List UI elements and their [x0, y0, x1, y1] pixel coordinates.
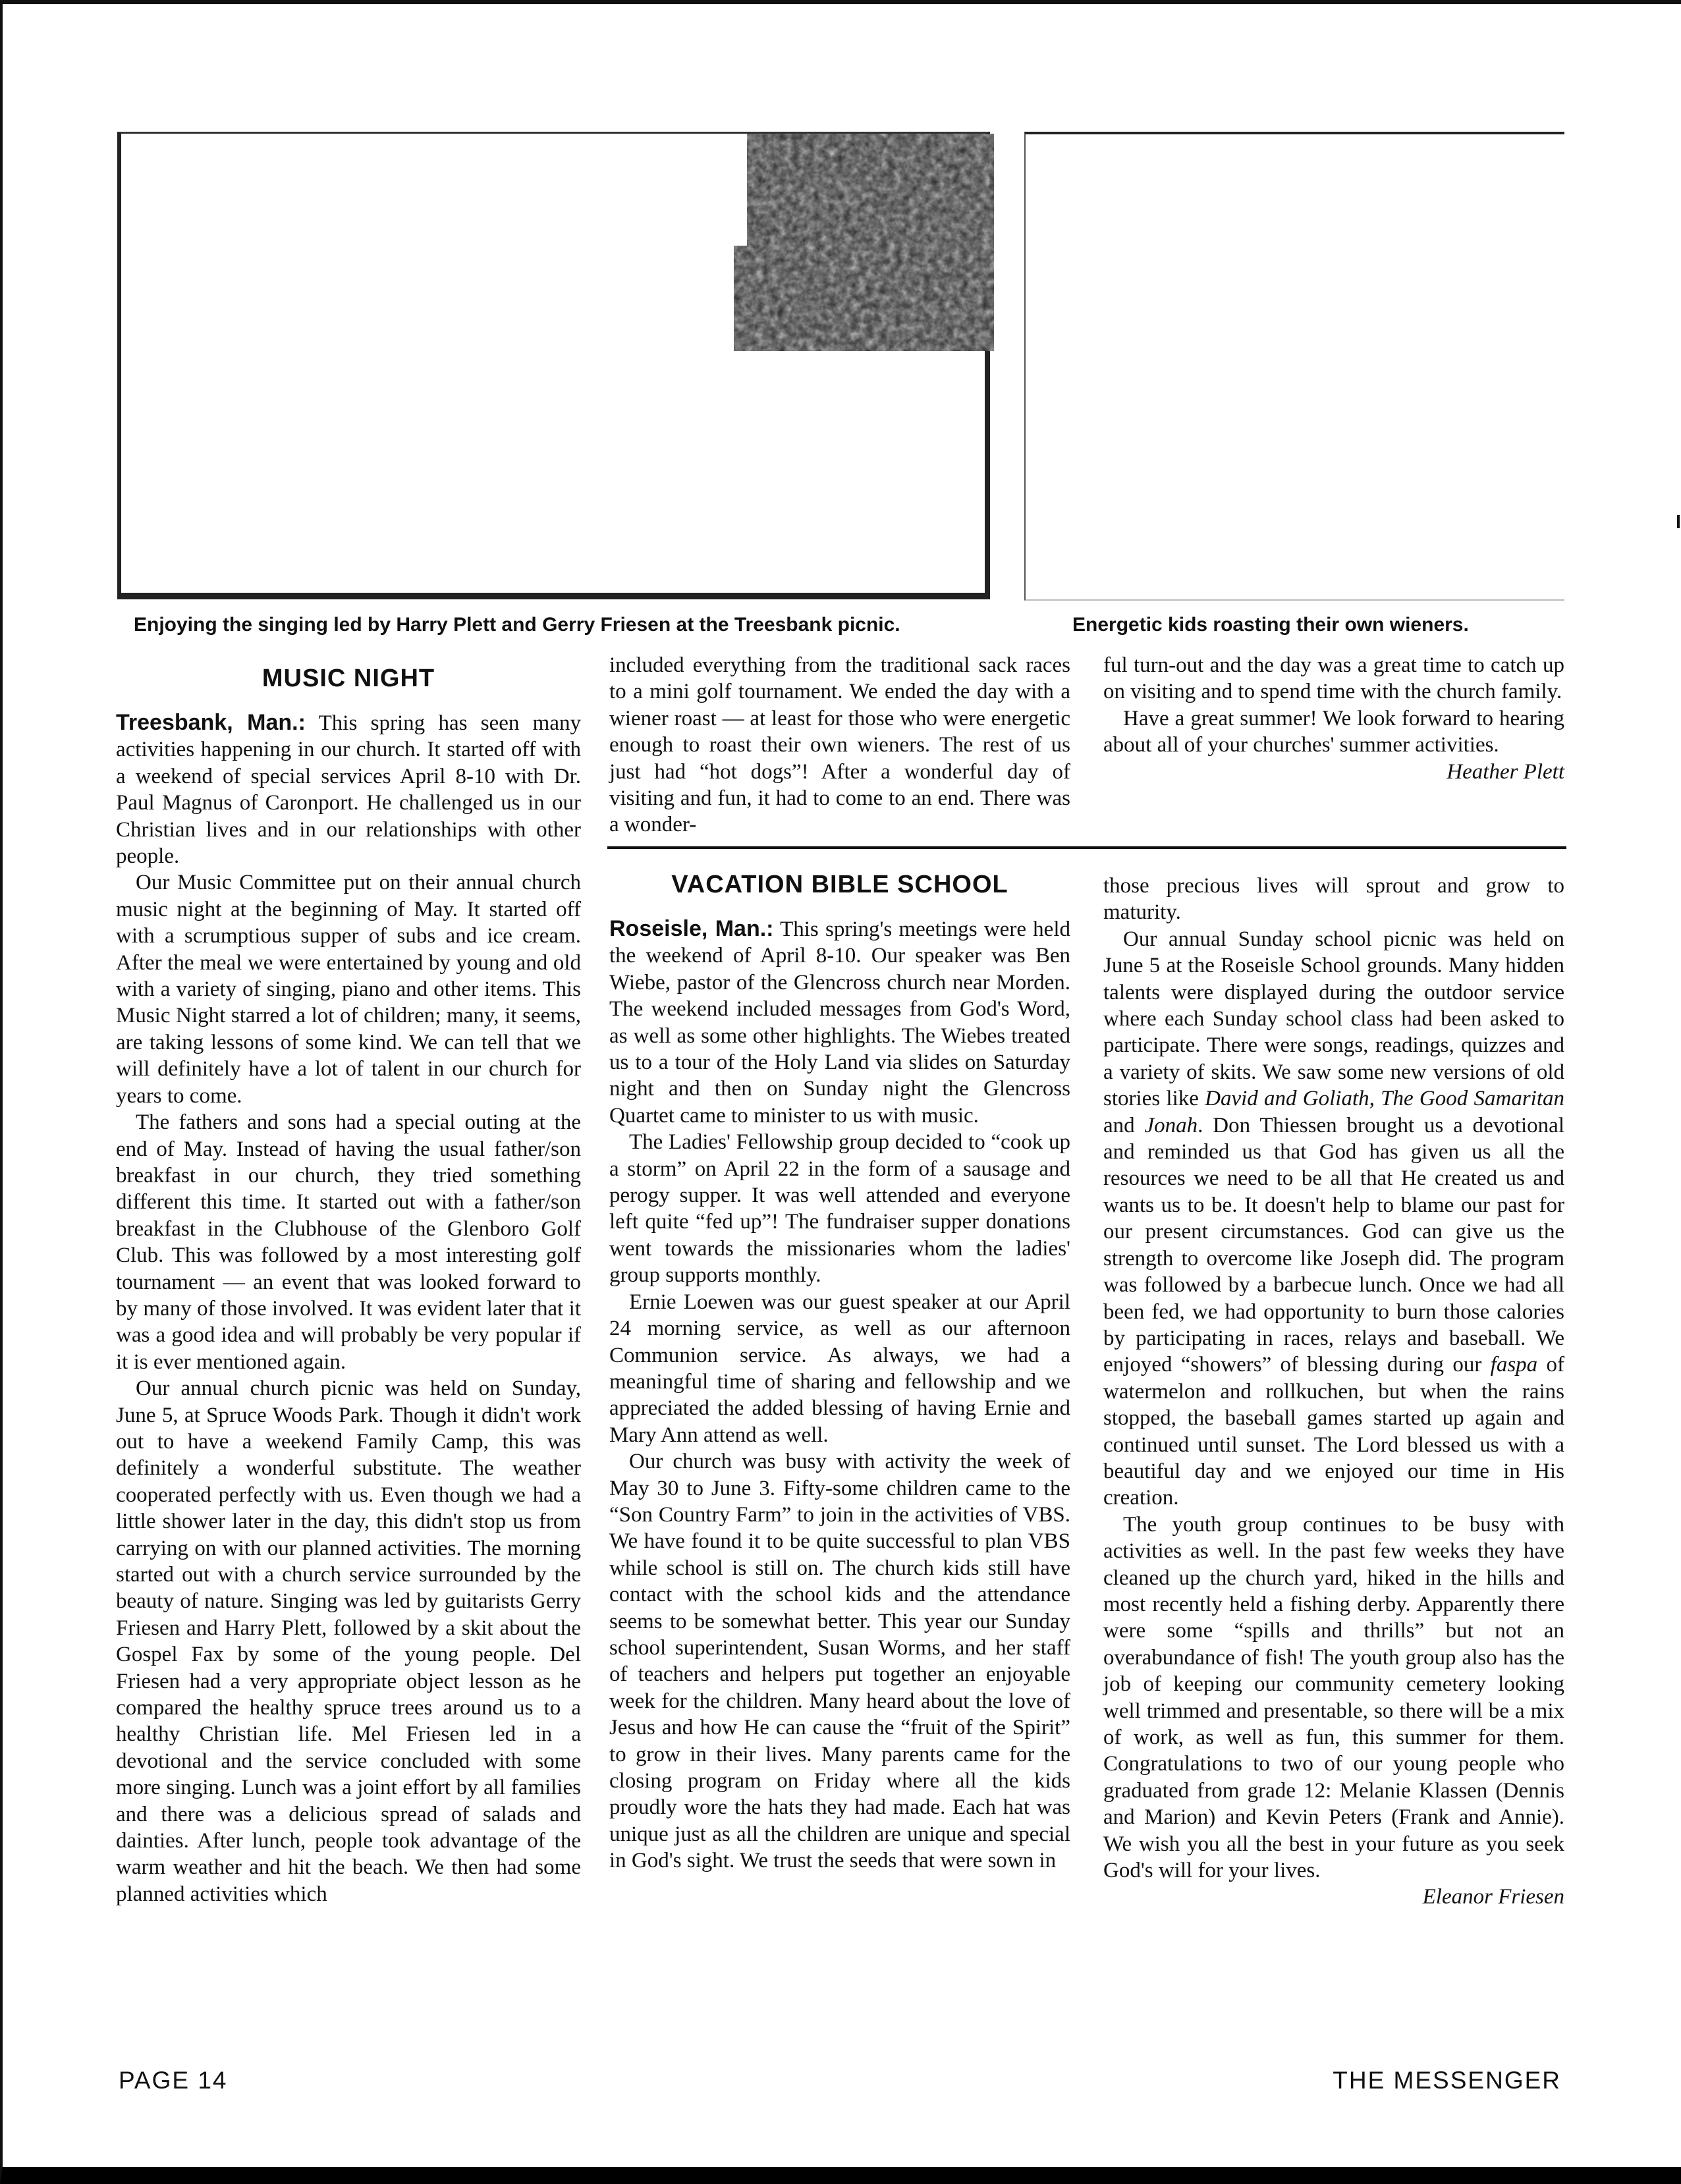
article2-paragraph-3: Ernie Loewen was our guest speaker at our April 24 morning service, as well as our afternoon Communion service. As always, we had a meaningful time of sharing and fellowship and we appreciated the added blessing of having Ernie and Mary Ann attend as well. — [609, 1290, 1070, 1447]
article2-paragraph-6: The youth group continues to be busy with activities as well. In the past few weeks they have cleaned up the church yard, hiked in the hills and most recently held a fishing derby. Apparently there were some “spills and thrills” but not an overabundance of fish! The youth group also has the job of keeping our community cemetery looking well trimmed and presentable, so there will be a mix of work, as well as fun, this summer for them. Congratulations to two of our young people who graduated from grade 12: Melanie Klassen (Dennis and Marion) and Kevin Peters (Frank and Annie). We wish you all the best in your future as you seek God's will for your lives. — [1103, 1512, 1564, 1883]
edge-mark — [1677, 515, 1680, 528]
article2-paragraph-2: The Ladies' Fellowship group decided to “cook up a storm” on April 22 in the form of a sausage and perogy supper. It was well attended and everyone left quite “fed up”! The fundraiser supper donations went towards the missionaries whom the ladies' group supports monthly. — [609, 1130, 1070, 1288]
publication-name: THE MESSENGER — [1333, 2067, 1561, 2094]
article2-paragraph-5 — [1103, 926, 1564, 1512]
column-2-top — [609, 652, 1070, 838]
column-3-bottom — [1103, 873, 1564, 1911]
article-title-vbs: VACATION BIBLE SCHOOL — [671, 871, 1008, 898]
article1-paragraph-4-cont: included everything from the traditional sack races to a mini golf tournament. We ended the day with a wiener roast — at least for those who were energetic enough to roast their own wieners. The rest of us just had “hot dogs”! After a wonderful day of visiting and fun, it had to come to an end. There was a wonder- — [609, 653, 1070, 837]
article2-p5-text-b: . Don Thiessen brought us a devotional and reminded us that God has given us all the resources we need to be all that He created us and wants us to be. It doesn't help to blame our past for our present circumstances. God can give us the strength to overcome like Joseph did. The program was followed by a barbecue lunch. Once we had all been fed, we had opportunity to burn those calories by participating in races, relays and baseball. We enjoyed “showers” of blessing during our — [1103, 1113, 1564, 1377]
article2-location: Roseisle, Man.: — [609, 916, 774, 941]
article2-paragraph-4-cont: those precious lives will sprout and grow to maturity. — [1103, 874, 1564, 925]
article1-paragraph-4: Our annual church picnic was held on Sunday, June 5, at Spruce Woods Park. Though it didn't work out to have a weekend Family Camp, this was definitely a wonderful substitute. The weather cooperated perfectly with us. Even though we had a little shower later in the day, this didn't stop us from carrying on with our planned activities. The morning started out with a church service surrounded by the beauty of nature. Singing was led by guitarists Gerry Friesen and Harry Plett, followed by a skit about the Gospel Fax by some of the young people. Del Friesen had a very appropriate object lesson as he compared the healthy spruce trees around us to a healthy Christian life. Mel Friesen led in a devotional and the service concluded with some more singing. Lunch was a joint effort by all families and there was a delicious spread of salads and dainties. After lunch, people took advantage of the warm weather and hit the beach. We then had some planned activities which — [116, 1377, 581, 1906]
article2-p1-text: This spring's meetings were held the weekend of April 8-10. Our speaker was Ben Wiebe, pastor of the Glencross church near Morden. The weekend included messages from God's Word, as well as some other highlights. The Wiebes treated us to a tour of the Holy Land via slides on Saturday night and then on Sunday night the Glencross Quartet came to minister to us with music. — [609, 917, 1070, 1128]
article-divider — [607, 846, 1566, 849]
article2-story-titles: David and Goliath, The Good Samaritan — [1205, 1087, 1564, 1111]
page-number: PAGE 14 — [119, 2067, 228, 2094]
article1-signature: Heather Plett — [1447, 759, 1564, 784]
article1-paragraph-2: Our Music Committee put on their annual church music night at the beginning of May. It started off with a scrumptious supper of subs and ice cream. After the meal we were entertained by young and old with a variety of singing, piano and other items. This Music Night starred a lot of children; many, it seems, are taking lessons of some kind. We can tell that we will definitely have a lot of talent in our church for years to come. — [116, 871, 581, 1108]
article1-paragraph-4-cont2: ful turn-out and the day was a great time to catch up on visiting and to spend time with the church family. — [1103, 653, 1564, 704]
photo-treesbank-picnic — [117, 132, 990, 599]
article2-paragraph-4: Our church was busy with activity the week of May 30 to June 3. Fifty-some children came to the “Son Country Farm” to join in the activities of VBS. We have found it to be quite successful to plan VBS while school is still on. The church kids still have contact with the school kids and the attendance seems to be somewhat better. This year our Sunday school superintendent, Susan Worms, and her staff of teachers and helpers put together an enjoyable week for the children. Many heard about the love of Jesus and how He can cause the “fruit of the Spirit” to grow in their lives. Many parents came for the closing program on Friday where all the kids proudly wore the hats they had made. Each hat was unique just as all the children are unique and special in God's sight. We trust the seeds that were sown in — [609, 1450, 1070, 1873]
article1-location: Treesbank, Man.: — [116, 710, 306, 735]
article2-signature: Eleanor Friesen — [1422, 1885, 1564, 1909]
article1-paragraph-3: The fathers and sons had a special outing at the end of May. Instead of having the usual father/son breakfast in our church, they tried something different this time. It started out with a father/son breakfast in the Clubhouse of the Glenboro Golf Club. This was followed by a most interesting golf tournament — an event that was looked forward to by many of those involved. It was evident later that it was a good idea and will probably be very popular if it is ever mentioned again. — [116, 1110, 581, 1374]
article2-p5-text-c: of watermelon and rollkuchen, but when the rains stopped, the baseball games started up again and continued until sunset. The Lord blessed us with a beautiful day and we enjoyed our time in His creation. — [1103, 1353, 1564, 1510]
article2-p5-text-a: Our annual Sunday school picnic was held on June 5 at the Roseisle School grounds. Many hidden talents were displayed during the outdoor service where each Sunday school class had been asked to participate. There were songs, readings, quizzes and a variety of skits. We saw some new versions of old stories like — [1103, 927, 1564, 1111]
column-1 — [116, 652, 581, 1907]
article2-faspa: faspa — [1490, 1353, 1538, 1377]
photo-caption-left: Enjoying the singing led by Harry Plett and Gerry Friesen at the Treesbank picnic. — [134, 614, 900, 636]
column-3-top — [1103, 652, 1564, 785]
article1-paragraph-5: Have a great summer! We look forward to hearing about all of your churches' summer activities. — [1103, 706, 1564, 757]
article-title-music-night: MUSIC NIGHT — [262, 665, 435, 692]
photo-caption-right: Energetic kids roasting their own wieners. — [1072, 614, 1469, 636]
article1-paragraph-1 — [116, 709, 581, 869]
tree-foliage-image — [734, 134, 994, 351]
article1-p1-text: This spring has seen many activities happening in our church. It started off with a weekend of special services April 8-10 with Dr. Paul Magnus of Caronport. He challenged us in our Christian lives and in our relationships with other people. — [116, 711, 582, 869]
article2-story-jonah: Jonah — [1144, 1113, 1198, 1137]
photo-kids-roasting — [1024, 132, 1564, 601]
article2-paragraph-1 — [609, 915, 1070, 1129]
column-2-bottom — [609, 868, 1070, 1874]
article2-p5-and: and — [1103, 1113, 1145, 1137]
